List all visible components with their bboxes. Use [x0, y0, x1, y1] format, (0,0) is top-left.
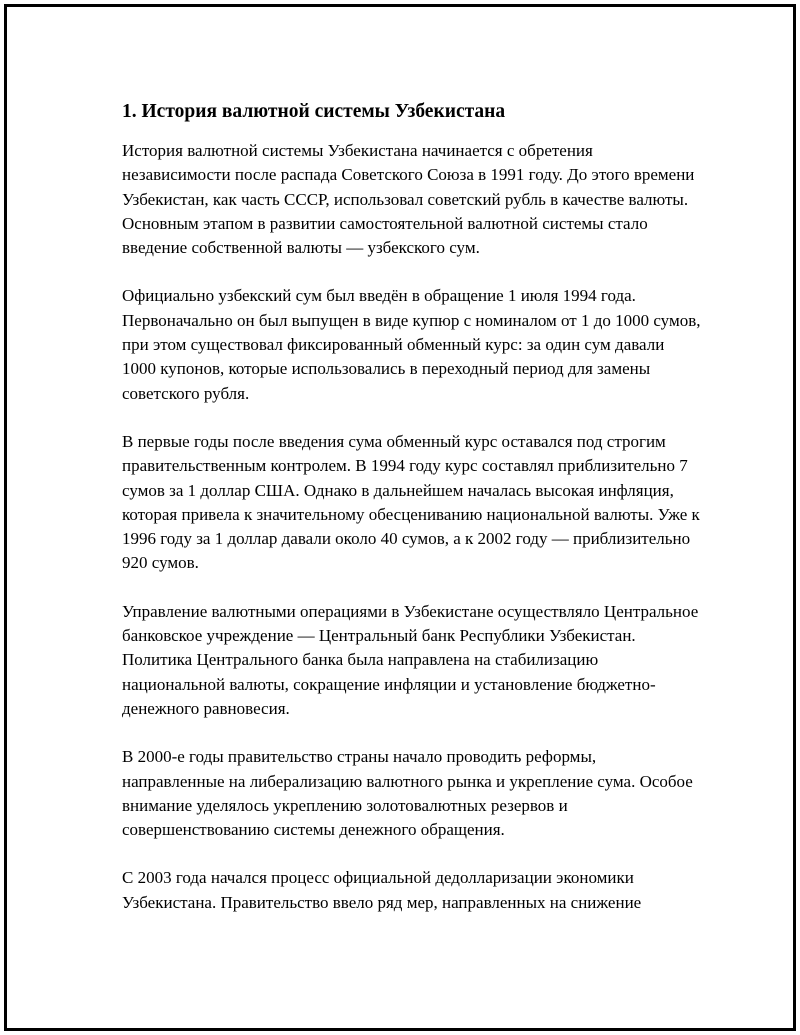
- paragraph-2: Официально узбекский сум был введён в обращение 1 июля 1994 года. Первоначально он был выпущен в виде купюр с номиналом от 1 до 1000 сумов, при этом существовал фиксированный обменный курс: за один сум давали 1000 купонов, которые использовались в переходный период для замены советского рубля.: [122, 286, 701, 403]
- page-frame: [4, 4, 796, 1031]
- document-body: [122, 99, 702, 939]
- paragraph-6: С 2003 года начался процесс официальной дедолларизации экономики Узбекистана. Правительство ввело ряд мер, направленных на снижение: [122, 868, 642, 912]
- paragraph-5: В 2000-е годы правительство страны начало проводить реформы, направленные на либерализацию валютного рынка и укрепление сума. Особое внимание уделялось укреплению золотовалютных резервов и совершенствованию системы денежного обращения.: [122, 747, 693, 840]
- paragraph-1: История валютной системы Узбекистана начинается с обретения независимости после распада Советского Союза в 1991 году. До этого времени Узбекистан, как часть СССР, использовал советский рубль в качестве валюты. Основным этапом в развитии самостоятельной валютной системы стало введение собственной валюты — узбекского сум.: [122, 141, 695, 258]
- paragraph-3: В первые годы после введения сума обменный курс оставался под строгим правительственным контролем. В 1994 году курс составлял приблизительно 7 сумов за 1 доллар США. Однако в дальнейшем началась высокая инфляция, которая привела к значительному обесцениванию национальной валюты. Уже к 1996 году за 1 доллар давали около 40 сумов, а к 2002 году — приблизительно 920 сумов.: [122, 431, 700, 573]
- paragraph-4: Управление валютными операциями в Узбекистане осуществляло Центральное банковское учреждение — Центральный банк Республики Узбекистан. Политика Центрального банка была направлена на стабилизацию национальной валюты, сокращение инфляции и установление бюджетно-денежного равновесия.: [122, 601, 699, 718]
- section-title: 1. История валютной системы Узбекистана: [122, 101, 506, 122]
